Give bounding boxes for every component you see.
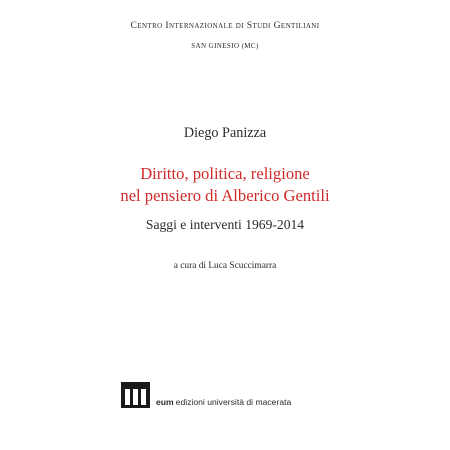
- institution-name: Centro Internazionale di Studi Gentiliani: [130, 20, 320, 31]
- book-title-line-2: nel pensiero di Alberico Gentili: [120, 186, 330, 205]
- institution-location: SAN GINESIO (MC): [191, 42, 259, 50]
- publisher-full-name: edizioni università di macerata: [175, 397, 292, 407]
- editor-credit: a cura di Luca Scuccimarra: [173, 261, 277, 271]
- book-title: [0, 163, 450, 207]
- publisher-name: [156, 397, 291, 407]
- book-subtitle: Saggi e interventi 1969-2014: [145, 217, 305, 232]
- publisher-logo-icon: [121, 382, 150, 408]
- publisher-block: [121, 382, 291, 408]
- publisher-logo-text: eum: [156, 397, 174, 407]
- author-name: Diego Panizza: [183, 125, 267, 141]
- book-title-line-1: Diritto, politica, religione: [140, 164, 310, 183]
